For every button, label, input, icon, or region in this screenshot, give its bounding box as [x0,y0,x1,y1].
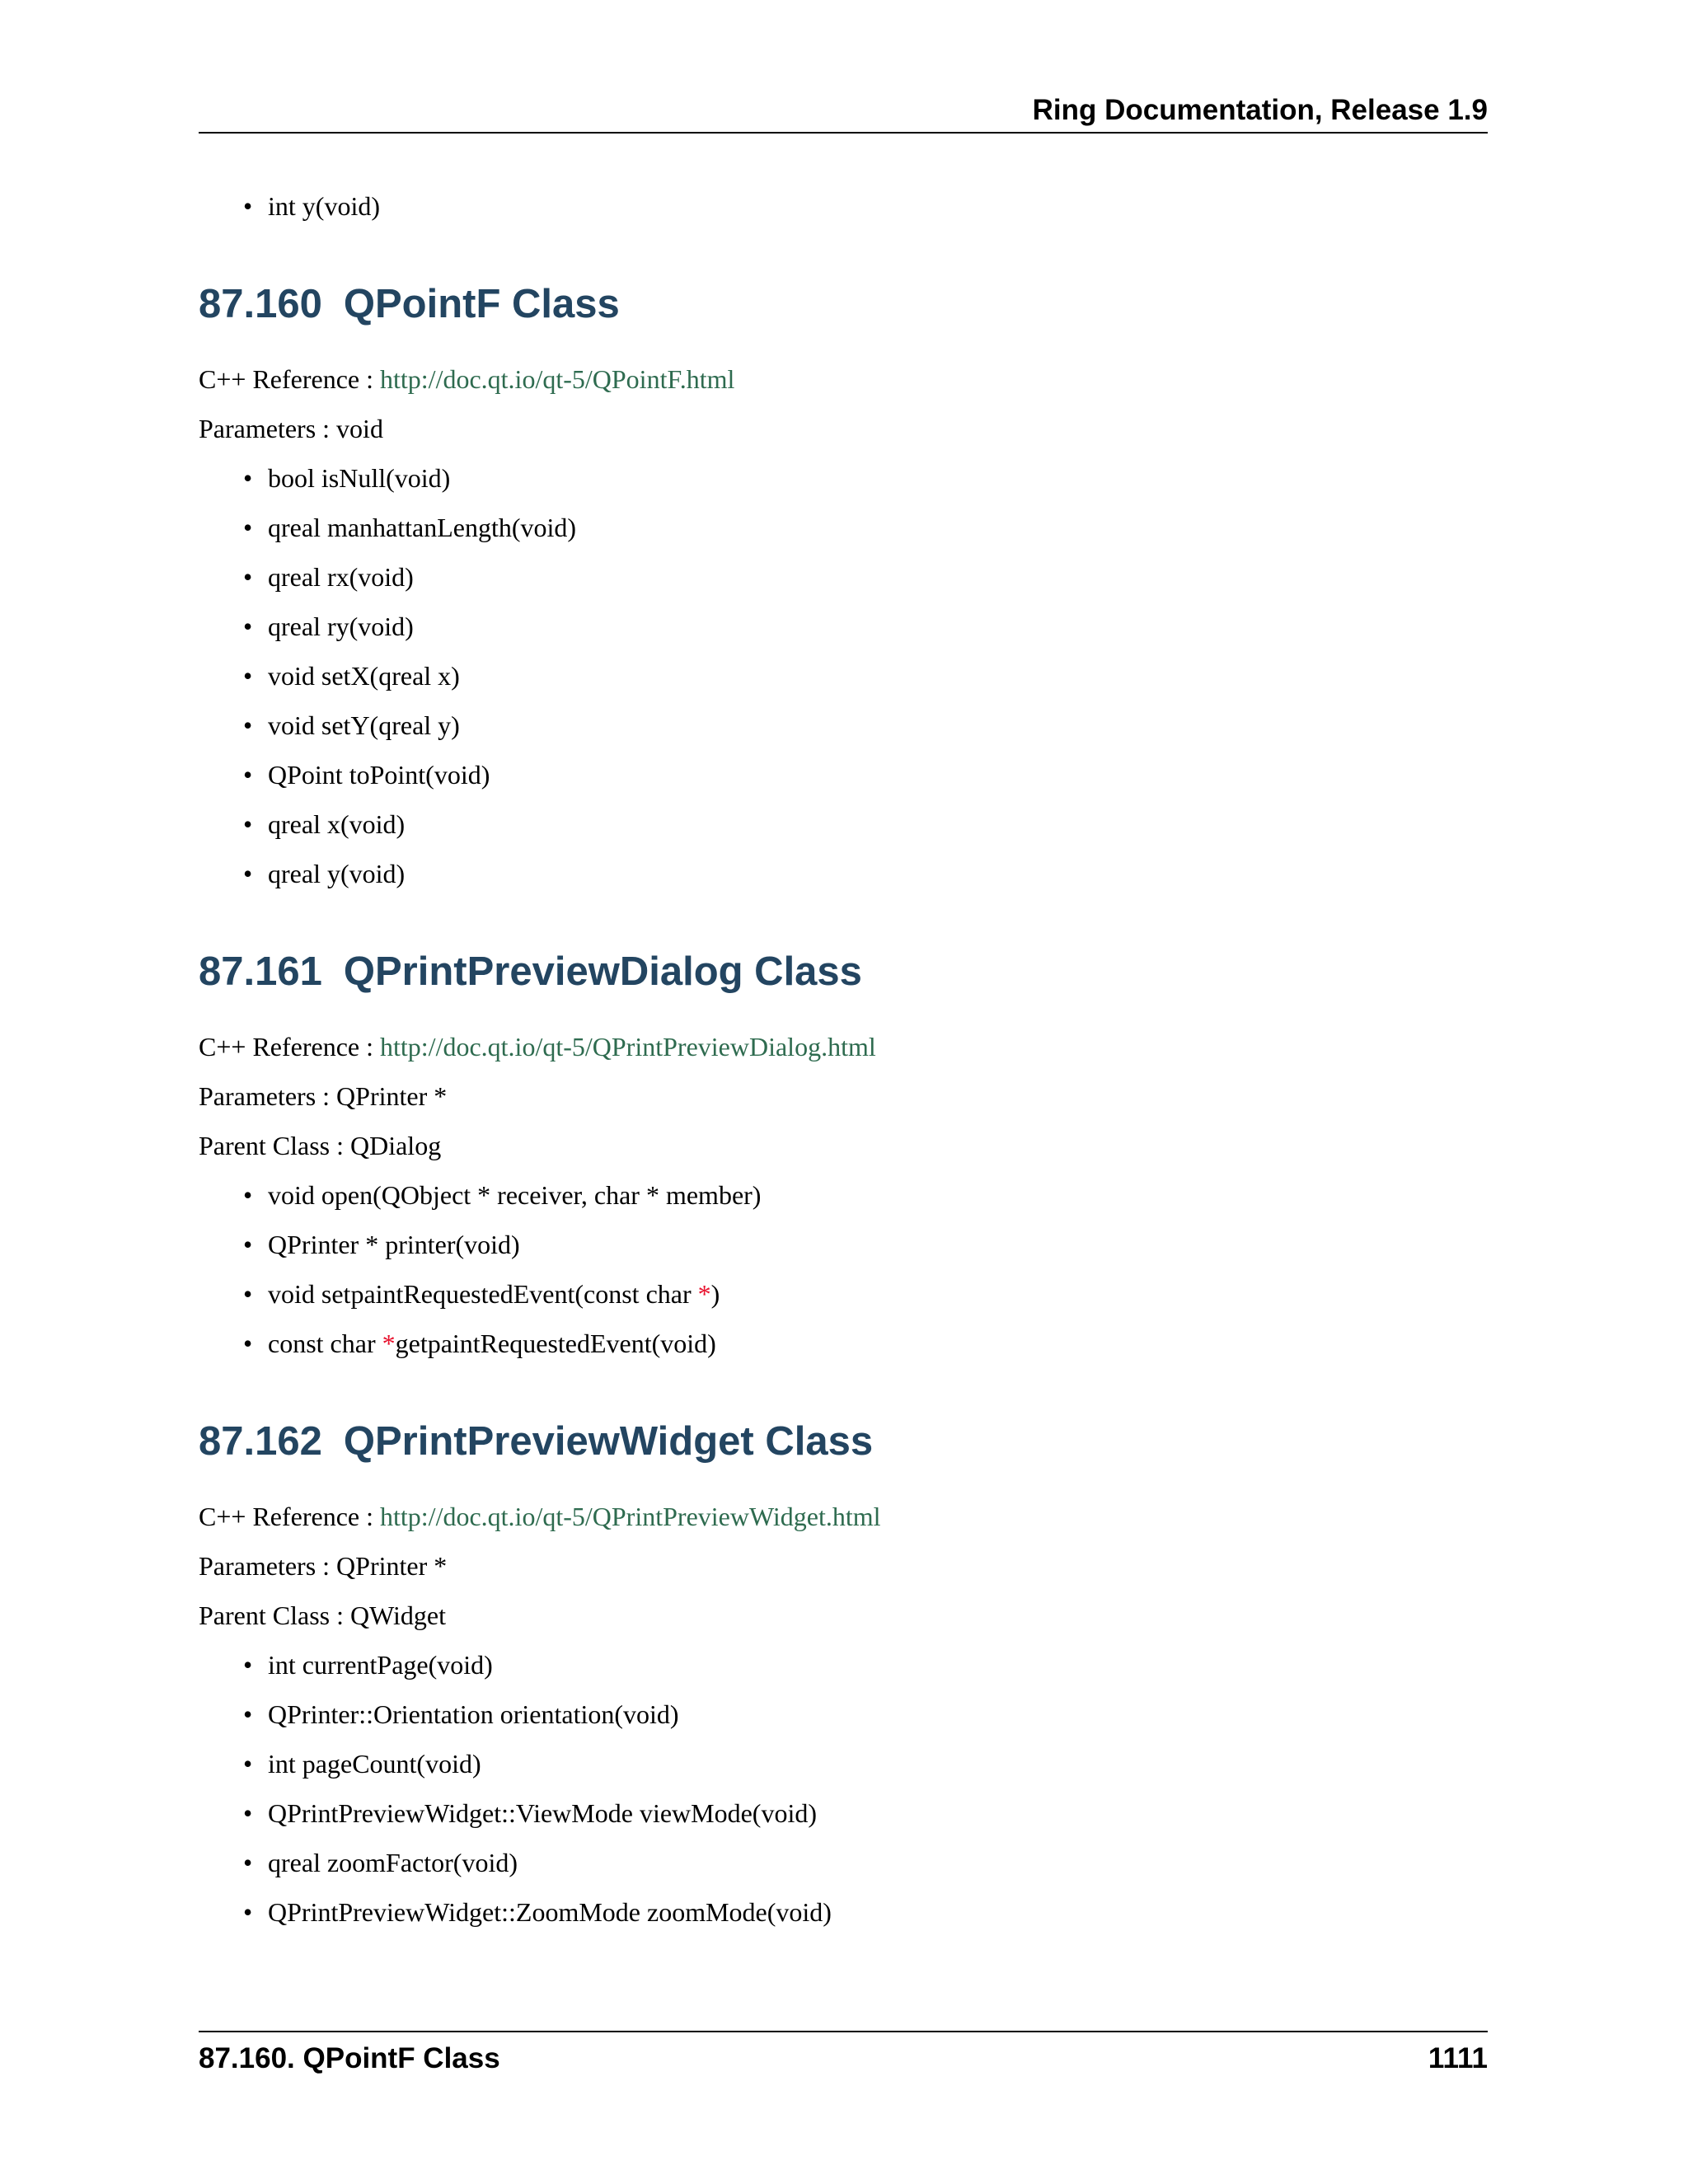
method-item: • QPrinter::Orientation orientation(void) [268,1699,1488,1729]
running-header [199,92,1488,134]
method-item [268,1329,1488,1358]
parent-class-line: Parent Class : QWidget [199,1601,446,1630]
method-item: • void setY(qreal y) [268,710,1488,740]
method-item: • qreal manhattanLength(void) [268,513,1488,542]
method-list-qprintpreviewdialog [199,1180,1488,1358]
page-number: 1111 [1428,2042,1488,2074]
preceding-method-list [199,191,1488,221]
parameters-line: Parameters : void [199,414,383,443]
method-text: const char [268,1329,382,1358]
method-item: • qreal rx(void) [268,562,1488,592]
parent-class-line: Parent Class : QDialog [199,1131,442,1160]
cpp-reference-label: C++ Reference : [199,1032,380,1062]
section-number: 87.160 [199,282,322,326]
cpp-reference-link[interactable]: http://doc.qt.io/qt-5/QPointF.html [380,364,735,394]
emphasis-star: * [697,1279,711,1309]
method-item: • qreal ry(void) [268,612,1488,641]
method-text: getpaintRequestedEvent(void) [395,1329,716,1358]
cpp-reference-label: C++ Reference : [199,364,380,394]
method-list-qpointf [199,463,1488,888]
method-item: • int currentPage(void) [268,1650,1488,1680]
method-item: • qreal x(void) [268,809,1488,839]
running-footer [199,2031,1488,2077]
document-page [199,0,1488,2184]
method-item: • QPoint toPoint(void) [268,760,1488,790]
method-text: void setpaintRequestedEvent(const char [268,1279,698,1309]
method-item: • void setX(qreal x) [268,661,1488,691]
page-content [199,191,1488,1927]
method-text: ) [710,1279,720,1309]
section-heading-qpointf [199,281,1488,327]
cpp-reference-link[interactable]: http://doc.qt.io/qt-5/QPrintPreviewWidget.html [380,1502,881,1531]
parameters-line: Parameters : QPrinter * [199,1551,448,1581]
section-title: QPrintPreviewDialog Class [343,949,862,994]
section-title: QPointF Class [343,282,620,326]
method-item: • QPrintPreviewWidget::ZoomMode zoomMode(void) [268,1897,1488,1927]
method-item: • void open(QObject * receiver, char * member) [268,1180,1488,1210]
method-item: • QPrinter * printer(void) [268,1230,1488,1259]
parameters-line: Parameters : QPrinter * [199,1081,448,1111]
emphasis-star: * [382,1329,396,1358]
method-item: • qreal zoomFactor(void) [268,1848,1488,1877]
section-heading-qprintpreviewwidget [199,1418,1488,1465]
method-item: • QPrintPreviewWidget::ViewMode viewMode(void) [268,1798,1488,1828]
method-item: • int pageCount(void) [268,1749,1488,1779]
cpp-reference [199,1032,1488,1062]
header-title: Ring Documentation, Release 1.9 [1032,94,1488,126]
method-list-qprintpreviewwidget [199,1650,1488,1927]
cpp-reference [199,1502,1488,1531]
cpp-reference-label: C++ Reference : [199,1502,380,1531]
method-item [268,1279,1488,1309]
section-number: 87.162 [199,1419,322,1464]
method-item: • bool isNull(void) [268,463,1488,493]
cpp-reference [199,364,1488,394]
section-title: QPrintPreviewWidget Class [343,1419,874,1464]
method-item: • int y(void) [268,191,1488,221]
section-number: 87.161 [199,949,322,994]
section-heading-qprintpreviewdialog [199,949,1488,995]
footer-section: 87.160. QPointF Class [199,2042,500,2074]
cpp-reference-link[interactable]: http://doc.qt.io/qt-5/QPrintPreviewDialog.html [380,1032,876,1062]
method-item: • qreal y(void) [268,859,1488,888]
